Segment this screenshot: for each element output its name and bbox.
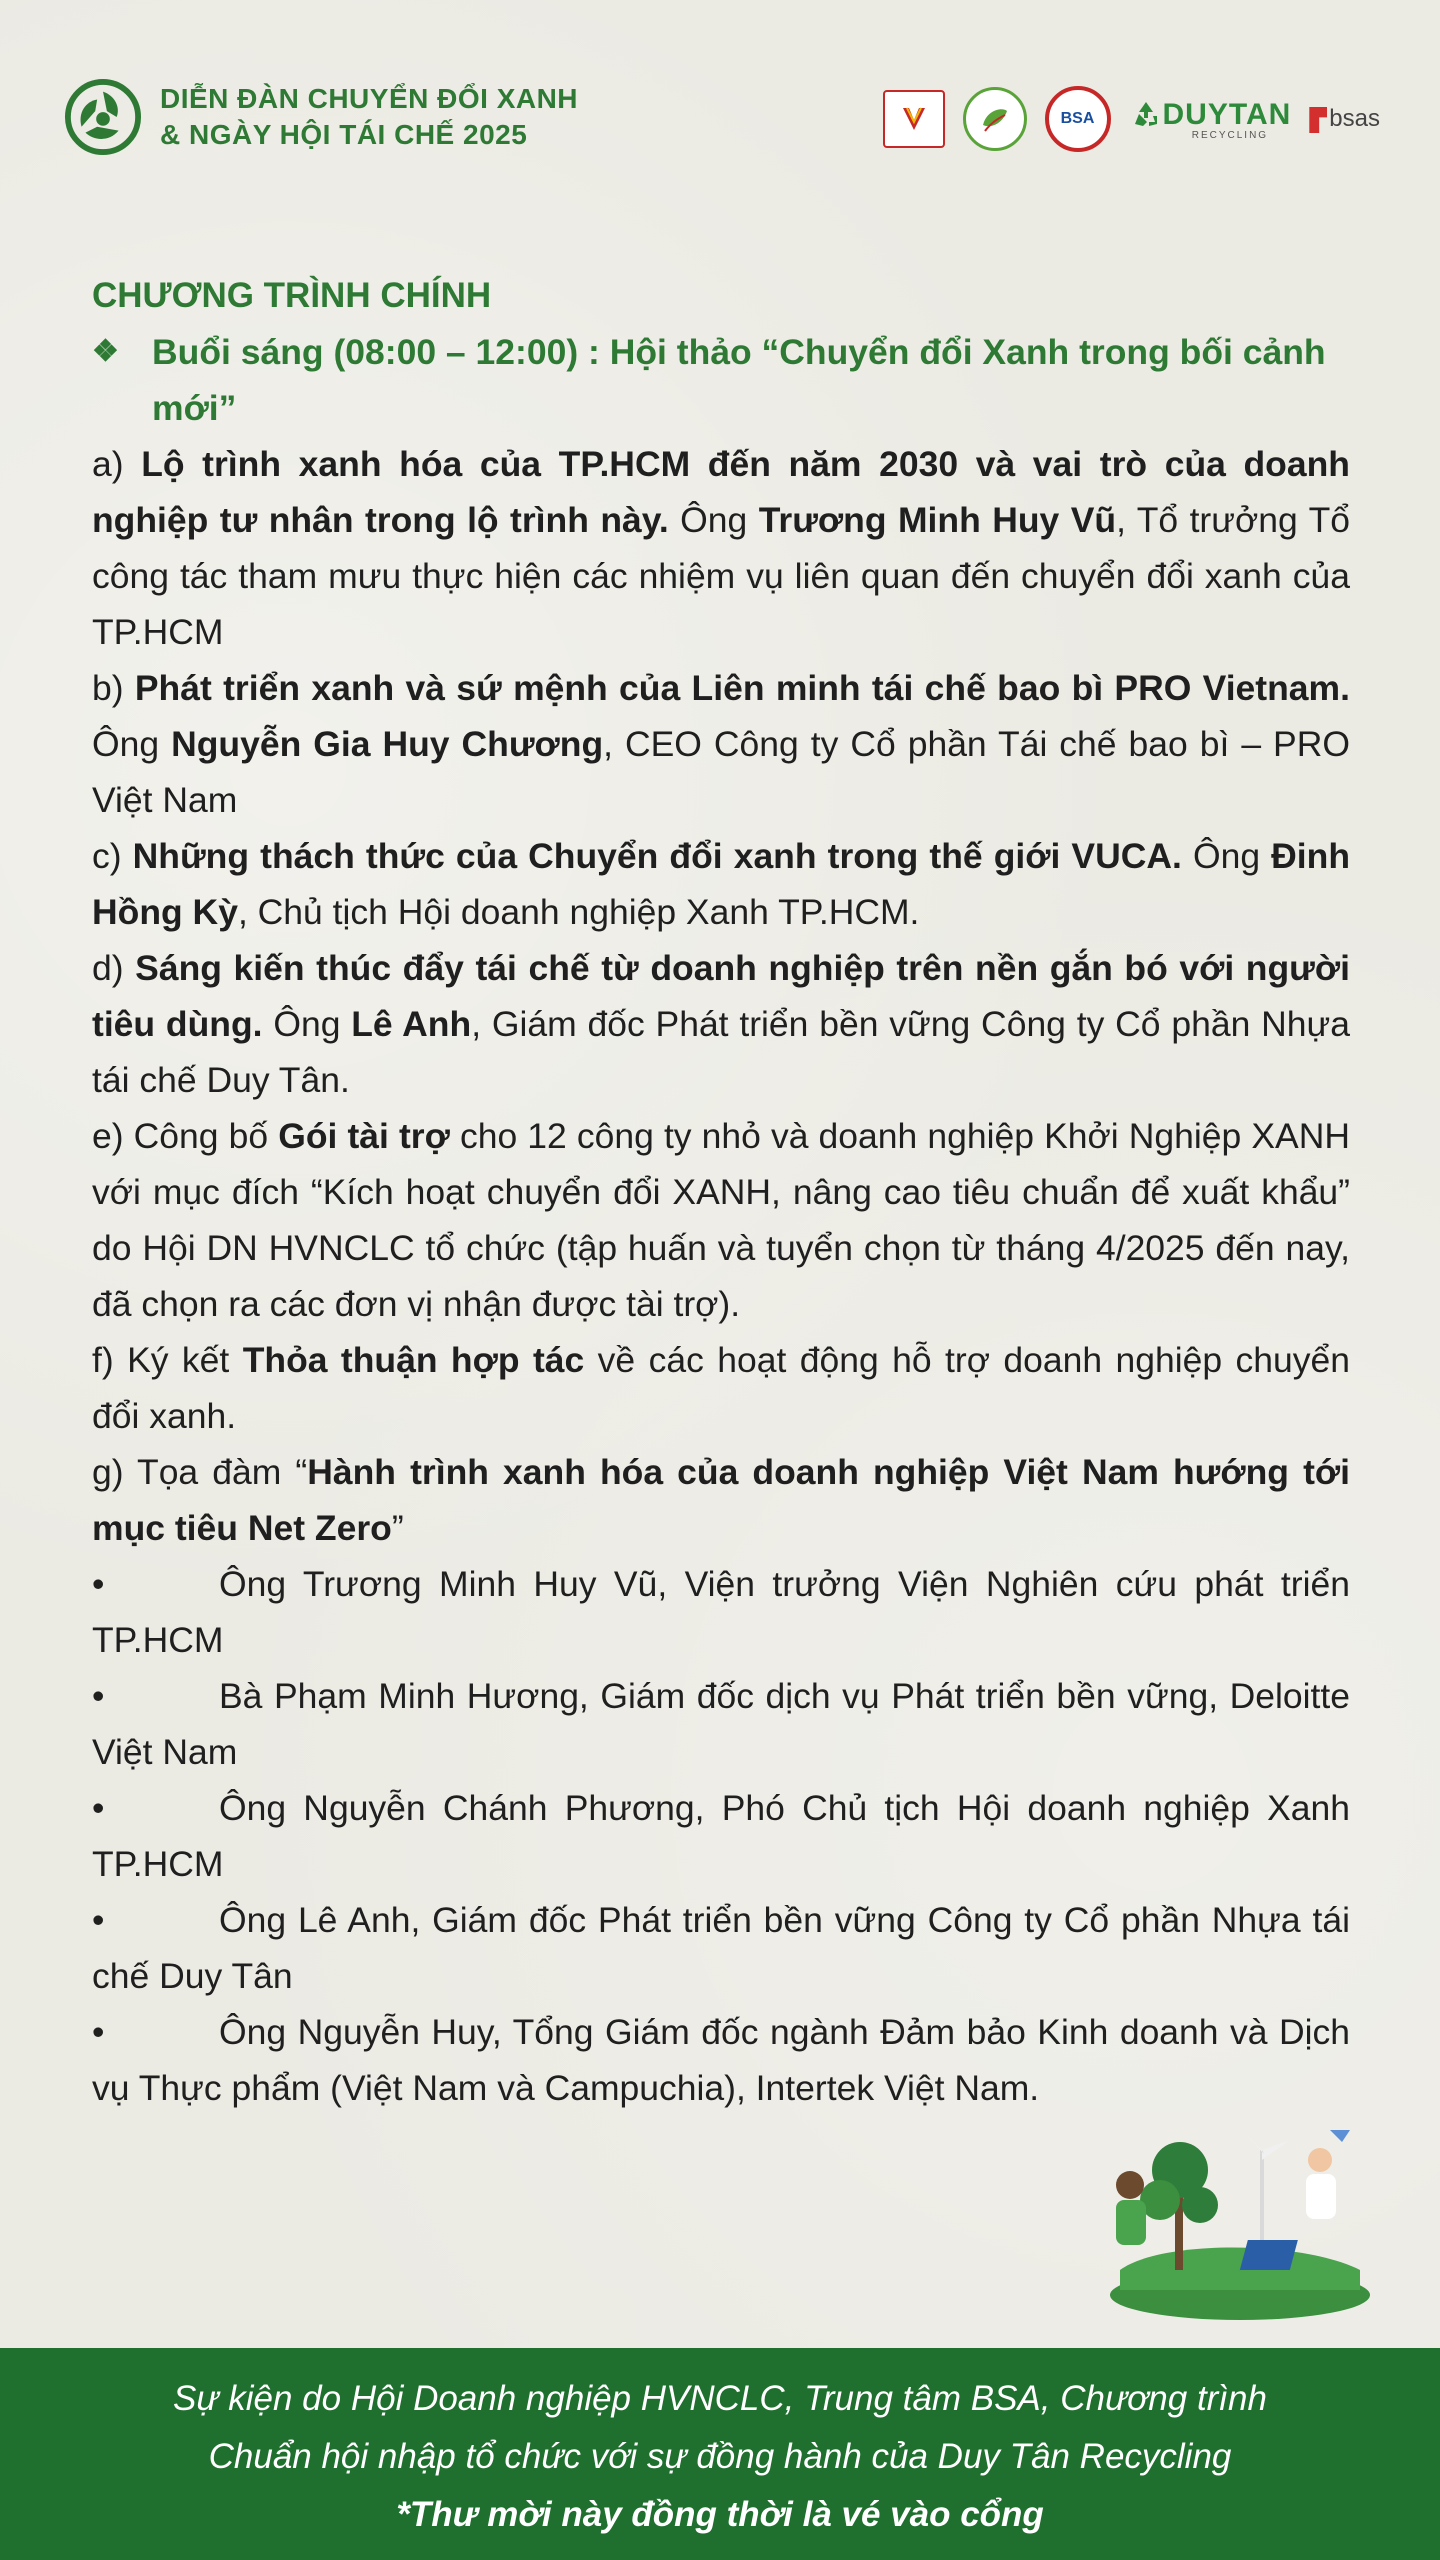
program-content <box>92 268 1350 2116</box>
panelist-item: • Ông Nguyễn Chánh Phương, Phó Chủ tịch Hội doanh nghiệp Xanh TP.HCM <box>92 1788 1350 1884</box>
agenda-item-b: b) Phát triển xanh và sứ mệnh của Liên minh tái chế bao bì PRO Vietnam. Ông Nguyễn Gia Huy Chương, CEO Công ty Cổ phần Tái chế bao bì – PRO Việt Nam <box>92 668 1350 820</box>
agenda-item-c: c) Những thách thức của Chuyển đổi xanh trong thế giới VUCA. Ông Đinh Hồng Kỳ, Chủ tịch Hội doanh nghiệp Xanh TP.HCM. <box>92 836 1351 932</box>
footer-ticket-note: *Thư mời này đồng thời là vé vào cổng <box>396 2495 1044 2534</box>
footer-line-1: Sự kiện do Hội Doanh nghiệp HVNCLC, Trung tâm BSA, Chương trình <box>172 2379 1267 2418</box>
footer-banner <box>0 2348 1440 2560</box>
session-heading <box>92 324 1350 436</box>
partner-logos <box>883 86 1380 152</box>
bsas-logo-text: bsas <box>1329 105 1380 132</box>
panelist-item: • Ông Trương Minh Huy Vũ, Viện trưởng Viện Nghiên cứu phát triển TP.HCM <box>92 1564 1350 1660</box>
bsas-mark-icon <box>1309 107 1327 133</box>
recycle-icon <box>1129 98 1163 132</box>
agenda-item-a: a) Lộ trình xanh hóa của TP.HCM đến năm 2030 và vai trò của doanh nghiệp tư nhân trong lộ trình này. Ông Trương Minh Huy Vũ, Tổ trưởng Tổ công tác tham mưu thực hiện các nhiệm vụ liên quan đến chuyển đổi xanh của TP.HCM <box>92 444 1350 652</box>
hvnclc-logo-icon <box>883 90 945 148</box>
bsas-logo <box>1309 105 1380 133</box>
bsa-logo-text: BSA <box>1060 110 1095 127</box>
panelist-item: • Bà Phạm Minh Hương, Giám đốc dịch vụ Phát triển bền vững, Deloitte Việt Nam <box>92 1676 1350 1772</box>
green-city-illustration <box>1080 2120 1380 2320</box>
panelist-item: • Ông Lê Anh, Giám đốc Phát triển bền vững Công ty Cổ phần Nhựa tái chế Duy Tân <box>92 1900 1350 1996</box>
section-title: CHƯƠNG TRÌNH CHÍNH <box>92 276 492 315</box>
agenda-item-f: f) Ký kết Thỏa thuận hợp tác về các hoạt động hỗ trợ doanh nghiệp chuyển đổi xanh. <box>92 1340 1350 1436</box>
session-title: Buổi sáng (08:00 – 12:00) : Hội thảo “Chuyển đổi Xanh trong bối cảnh mới” <box>152 332 1326 428</box>
agenda-item-e: e) Công bố Gói tài trợ cho 12 công ty nhỏ và doanh nghiệp Khởi Nghiệp XANH với mục đích “Kích hoạt chuyển đổi XANH, nâng cao tiêu chuẩn để xuất khẩu” do Hội DN HVNCLC tổ chức (tập huấn và tuyển chọn từ tháng 4/2025 đến nay, đã chọn ra các đơn vị nhận được tài trợ). <box>92 1116 1350 1324</box>
diamond-bullet-icon: ❖ <box>92 335 119 368</box>
panelist-item: • Ông Nguyễn Huy, Tổng Giám đốc ngành Đảm bảo Kinh doanh và Dịch vụ Thực phẩm (Việt Nam và Campuchia), Intertek Việt Nam. <box>92 2012 1350 2108</box>
brand-line-1: DIỄN ĐÀN CHUYỂN ĐỔI XANH <box>160 83 579 114</box>
bsa-logo-icon <box>1045 86 1111 152</box>
green-enterprise-logo-icon <box>963 87 1027 151</box>
brand-line-2: & NGÀY HỘI TÁI CHẾ 2025 <box>160 119 528 150</box>
recycle-leaf-logo-icon <box>64 78 142 156</box>
event-brand <box>64 78 578 156</box>
agenda-item-d: d) Sáng kiến thúc đẩy tái chế từ doanh nghiệp trên nền gắn bó với người tiêu dùng. Ông Lê Anh, Giám đốc Phát triển bền vững Công ty Cổ phần Nhựa tái chế Duy Tân. <box>92 948 1351 1100</box>
event-brand-text <box>160 81 578 153</box>
duytan-logo-text: DUYTAN <box>1162 97 1292 131</box>
duytan-logo <box>1129 98 1292 141</box>
agenda-item-g: g) Tọa đàm “Hành trình xanh hóa của doanh nghiệp Việt Nam hướng tới mục tiêu Net Zero” <box>92 1452 1350 1548</box>
footer-line-2: Chuẩn hội nhập tổ chức với sự đồng hành của Duy Tân Recycling <box>208 2437 1232 2476</box>
header <box>64 78 1380 162</box>
duytan-logo-subtext: RECYCLING <box>1191 129 1269 141</box>
